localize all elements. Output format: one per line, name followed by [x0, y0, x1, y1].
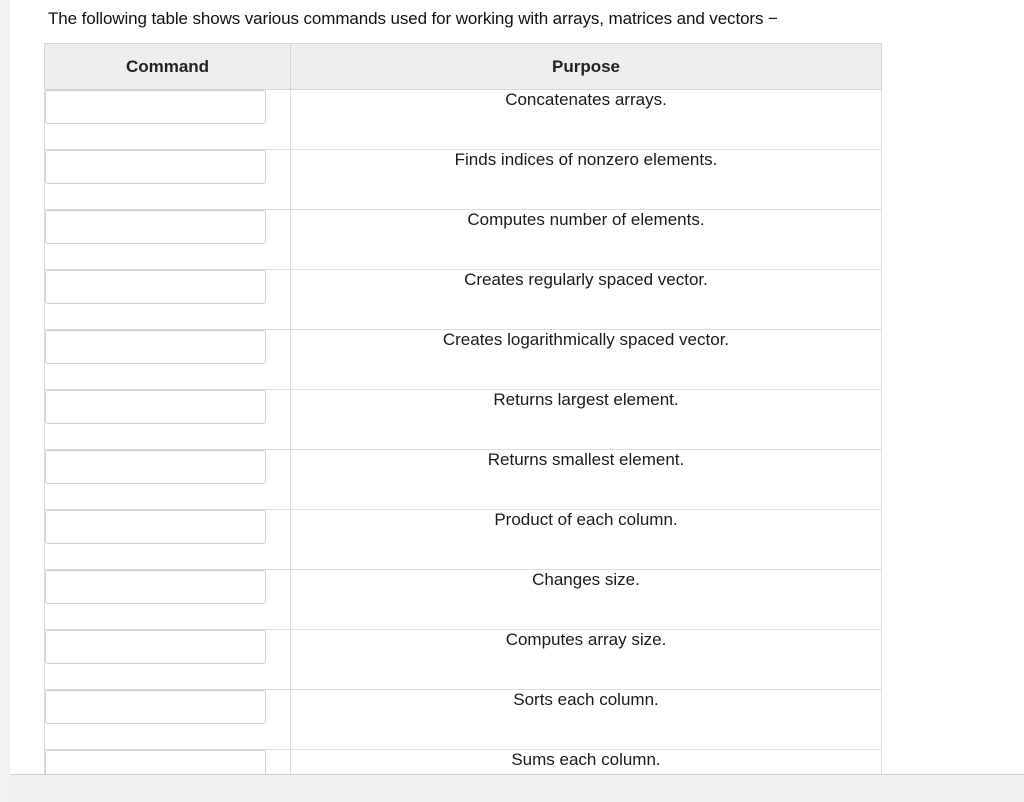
table-row — [45, 150, 882, 210]
purpose-column-header: Purpose — [291, 44, 882, 90]
table-row — [45, 510, 882, 570]
command-answer-input[interactable] — [45, 510, 266, 544]
purpose-cell: Computes number of elements. — [291, 210, 882, 270]
table-header-row — [45, 44, 882, 90]
command-cell — [45, 270, 291, 330]
purpose-cell: Creates logarithmically spaced vector. — [291, 330, 882, 390]
command-cell — [45, 390, 291, 450]
command-cell — [45, 210, 291, 270]
command-cell — [45, 690, 291, 750]
table-row — [45, 450, 882, 510]
purpose-cell: Finds indices of nonzero elements. — [291, 150, 882, 210]
table-row — [45, 210, 882, 270]
command-column-header: Command — [45, 44, 291, 90]
command-cell — [45, 450, 291, 510]
command-answer-input[interactable] — [45, 330, 266, 364]
purpose-cell: Concatenates arrays. — [291, 90, 882, 150]
table-row — [45, 270, 882, 330]
table-row — [45, 690, 882, 750]
command-answer-input[interactable] — [45, 570, 266, 604]
command-answer-input[interactable] — [45, 750, 266, 774]
purpose-cell: Sorts each column. — [291, 690, 882, 750]
table-body — [45, 90, 882, 775]
bottom-bar — [10, 774, 1024, 802]
purpose-cell: Creates regularly spaced vector. — [291, 270, 882, 330]
command-cell — [45, 330, 291, 390]
command-answer-input[interactable] — [45, 450, 266, 484]
content-page — [10, 0, 1024, 774]
command-answer-input[interactable] — [45, 90, 266, 124]
table-row — [45, 90, 882, 150]
purpose-cell: Returns largest element. — [291, 390, 882, 450]
table-row — [45, 750, 882, 775]
command-answer-input[interactable] — [45, 630, 266, 664]
command-cell — [45, 570, 291, 630]
command-answer-input[interactable] — [45, 270, 266, 304]
purpose-cell: Sums each column. — [291, 750, 882, 775]
purpose-cell: Computes array size. — [291, 630, 882, 690]
command-cell — [45, 90, 291, 150]
purpose-cell: Changes size. — [291, 570, 882, 630]
table-row — [45, 330, 882, 390]
intro-text: The following table shows various commands used for working with arrays, matrices and vectors − — [48, 9, 778, 28]
purpose-cell: Product of each column. — [291, 510, 882, 570]
command-cell — [45, 630, 291, 690]
command-answer-input[interactable] — [45, 690, 266, 724]
table-row — [45, 390, 882, 450]
command-answer-input[interactable] — [45, 150, 266, 184]
command-cell — [45, 150, 291, 210]
command-cell — [45, 750, 291, 775]
table-row — [45, 630, 882, 690]
command-answer-input[interactable] — [45, 390, 266, 424]
commands-table — [44, 43, 882, 774]
purpose-cell: Returns smallest element. — [291, 450, 882, 510]
table-row — [45, 570, 882, 630]
command-answer-input[interactable] — [45, 210, 266, 244]
command-cell — [45, 510, 291, 570]
